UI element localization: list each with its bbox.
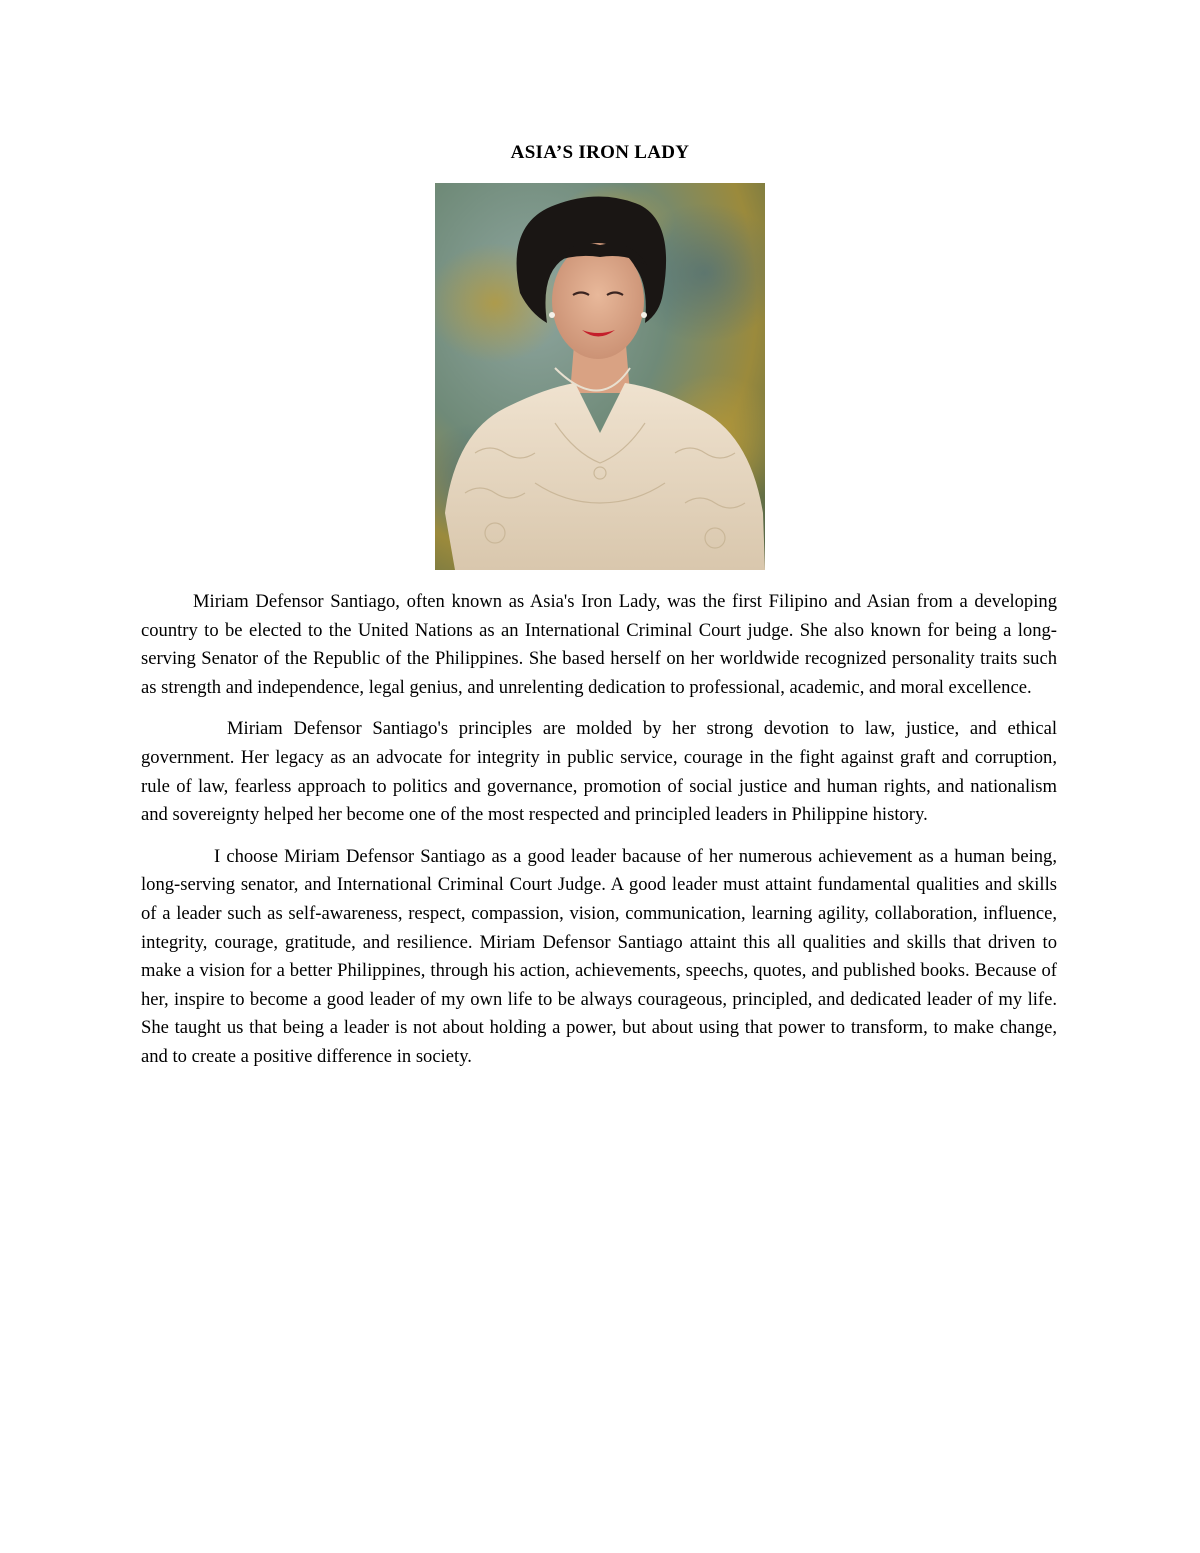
portrait-photo (435, 183, 765, 570)
paragraph-3: I choose Miriam Defensor Santiago as a good leader bacause of her numerous achievement as a human being, long-serving senator, and International Criminal Court Judge. A good leader must attaint fundamental qualities and skills of a leader such as self-awareness, respect, compassion, vision, communication, learning agility, collaboration, influence, integrity, courage, gratitude, and resilience. Miriam Defensor Santiago attaint this all qualities and skills that driven to make a vision for a better Philippines, through his action, achievements, speechs, quotes, and published books. Because of her, inspire to become a good leader of my own life to be always courageous, principled, and dedicated leader of my life. She taught us that being a leader is not about holding a power, but about using that power to transform, to make change, and to create a positive difference in society. (141, 845, 1057, 1067)
paragraph-2: Miriam Defensor Santiago's principles are molded by her strong devotion to law, justice, and ethical government. Her legacy as an advocate for integrity in public service, courage in the fight against graft and corruption, rule of law, fearless approach to politics and governance, promotion of social justice and human rights, and nationalism and sovereignty helped her become one of the most respected and principled leaders in Philippine history. (141, 718, 1057, 826)
document-title: ASIA’S IRON LADY (510, 142, 690, 163)
paragraph-1: Miriam Defensor Santiago, often known as Asia's Iron Lady, was the first Filipino and Asian from a developing country to be elected to the United Nations as an International Criminal Court judge. She also known for being a long-serving Senator of the Republic of the Philippines. She based herself on her worldwide recognized personality traits such as strength and independence, legal genius, and unrelenting dedication to professional, academic, and moral excellence. (141, 591, 1057, 698)
body-text (141, 588, 1057, 1085)
